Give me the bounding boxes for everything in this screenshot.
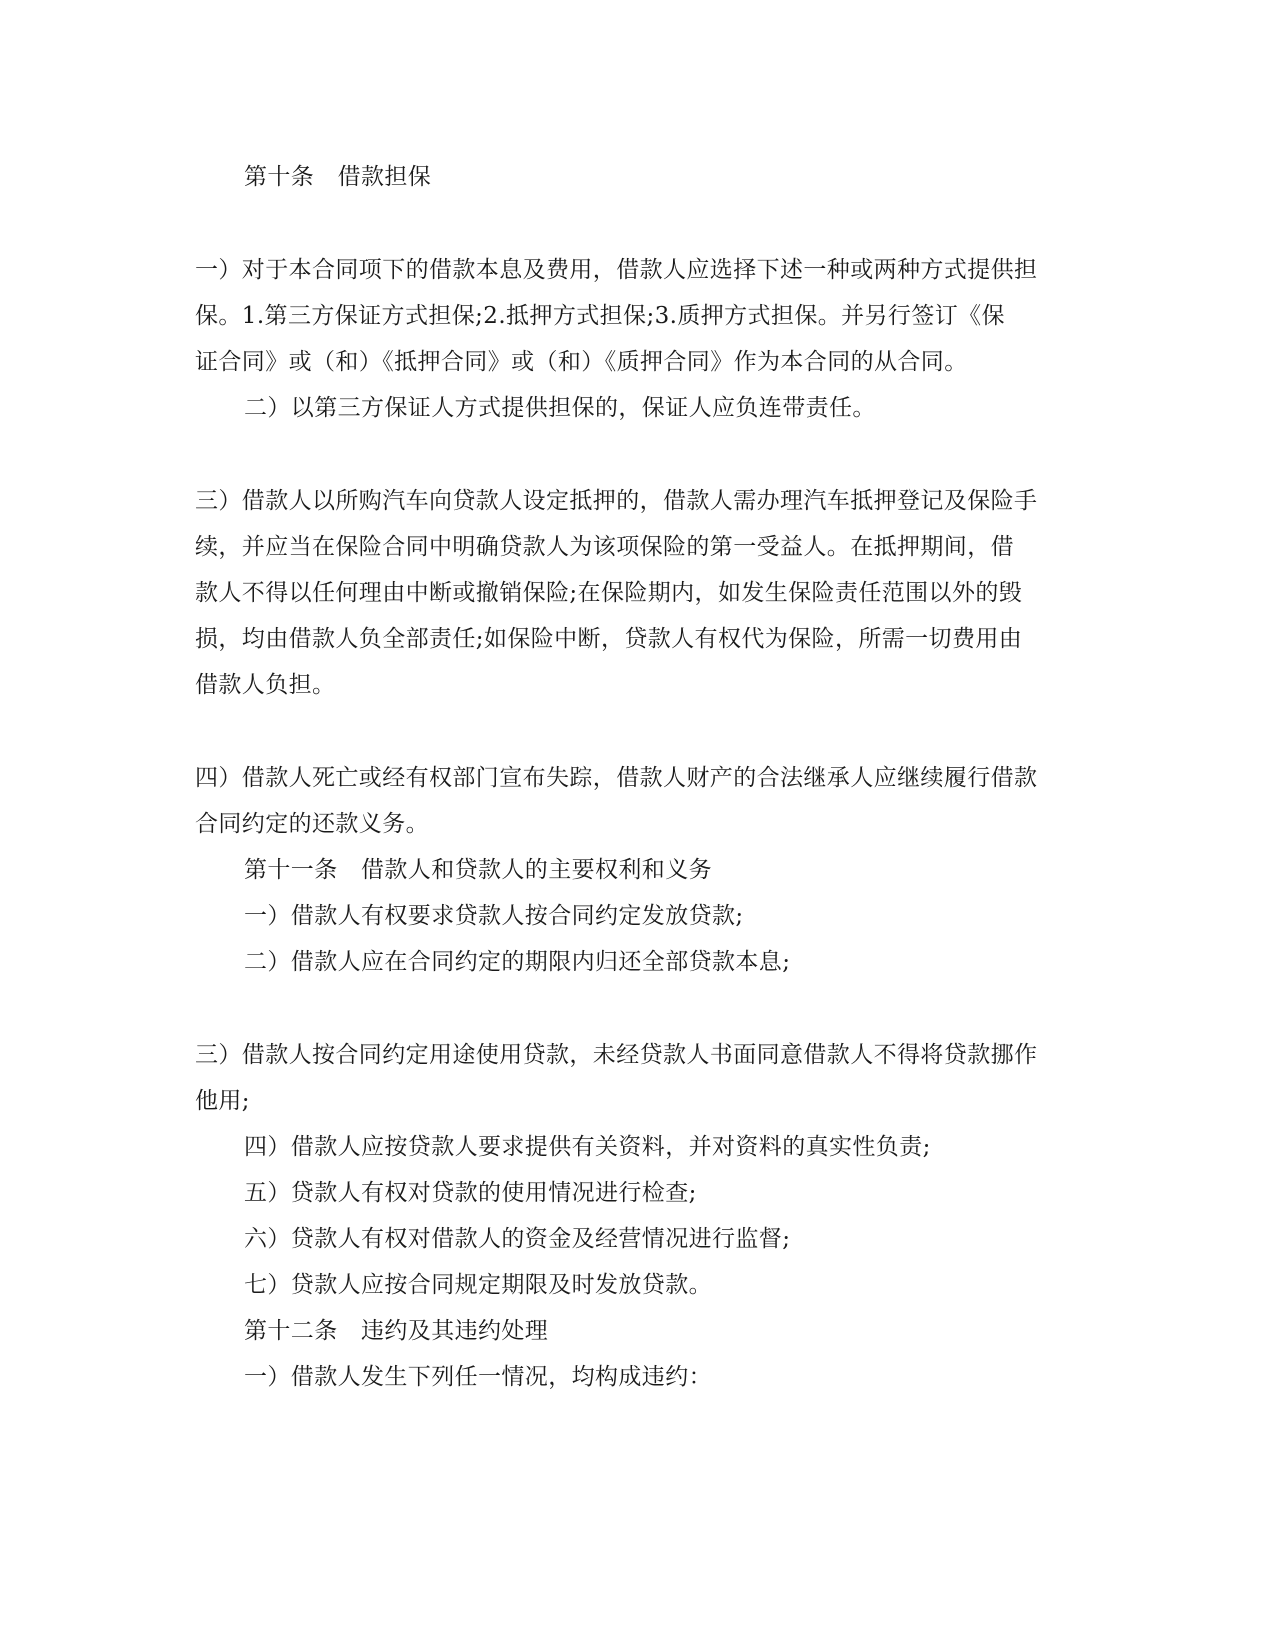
paragraph-line: 一）借款人发生下列任一情况，均构成违约： <box>244 1364 712 1390</box>
article-12-heading: 第十二条 违约及其违约处理 <box>244 1318 549 1344</box>
paragraph-line: 四）借款人应按贷款人要求提供有关资料，并对资料的真实性负责; <box>244 1134 931 1160</box>
article-10-heading: 第十条 借款担保 <box>244 164 432 190</box>
paragraph-line: 保。1.第三方保证方式担保;2.抵押方式担保;3.质押方式担保。并另行签订《保 <box>195 303 1005 329</box>
paragraph-line: 借款人负担。 <box>195 672 336 698</box>
paragraph-line: 损，均由借款人负全部责任;如保险中断，贷款人有权代为保险，所需一切费用由 <box>195 626 1023 652</box>
paragraph-line: 证合同》或（和）《抵押合同》或（和）《质押合同》作为本合同的从合同。 <box>195 349 968 375</box>
paragraph-line: 七）贷款人应按合同规定期限及时发放贷款。 <box>244 1272 712 1298</box>
paragraph-line: 合同约定的还款义务。 <box>195 811 429 837</box>
paragraph-line: 三）借款人以所购汽车向贷款人设定抵押的，借款人需办理汽车抵押登记及保险手 <box>195 488 1038 514</box>
paragraph-line: 五）贷款人有权对贷款的使用情况进行检查; <box>244 1180 697 1206</box>
paragraph-line: 三）借款人按合同约定用途使用贷款，未经贷款人书面同意借款人不得将贷款挪作 <box>195 1042 1038 1068</box>
paragraph-line: 一）对于本合同项下的借款本息及费用，借款人应选择下述一种或两种方式提供担 <box>195 257 1038 283</box>
paragraph-line: 二）以第三方保证人方式提供担保的，保证人应负连带责任。 <box>244 395 876 421</box>
paragraph-line: 六）贷款人有权对借款人的资金及经营情况进行监督; <box>244 1226 791 1252</box>
paragraph-line: 四）借款人死亡或经有权部门宣布失踪，借款人财产的合法继承人应继续履行借款 <box>195 765 1038 791</box>
paragraph-line: 续，并应当在保险合同中明确贷款人为该项保险的第一受益人。在抵押期间，借 <box>195 534 1014 560</box>
paragraph-line: 款人不得以任何理由中断或撤销保险;在保险期内，如发生保险责任范围以外的毁 <box>195 580 1023 606</box>
paragraph-line: 二）借款人应在合同约定的期限内归还全部贷款本息; <box>244 949 791 975</box>
article-11-heading: 第十一条 借款人和贷款人的主要权利和义务 <box>244 857 712 883</box>
paragraph-line: 他用; <box>195 1088 250 1114</box>
paragraph-line: 一）借款人有权要求贷款人按合同约定发放贷款; <box>244 903 744 929</box>
